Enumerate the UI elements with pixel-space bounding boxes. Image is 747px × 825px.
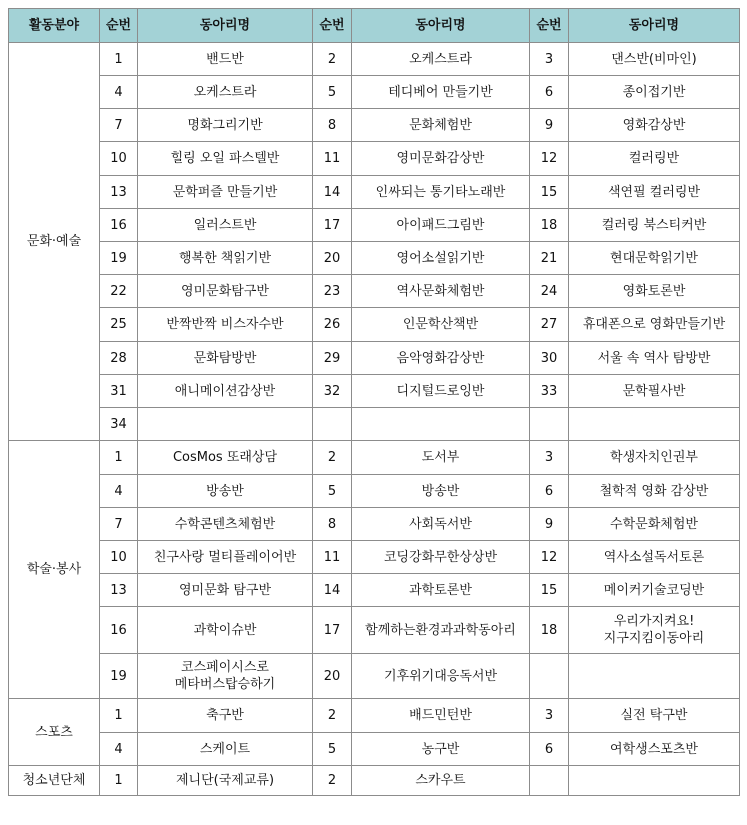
club-name: 메이커기술코딩반: [569, 574, 740, 607]
category-cell: 스포츠: [9, 699, 100, 766]
club-number: 17: [313, 607, 352, 654]
club-number: 6: [530, 733, 569, 766]
club-number: 2: [313, 441, 352, 475]
club-name: 수학콘텐츠체험반: [138, 508, 313, 541]
club-number: 14: [313, 574, 352, 607]
club-number: 20: [313, 242, 352, 275]
club-name: 축구반: [138, 699, 313, 733]
club-name: 디지털드로잉반: [352, 375, 530, 408]
club-number: 18: [530, 209, 569, 242]
club-number: 1: [100, 43, 138, 76]
club-number: 12: [530, 142, 569, 176]
club-number: 4: [100, 76, 138, 109]
club-number: 11: [313, 541, 352, 574]
header-club-3: 동아리명: [569, 9, 740, 43]
club-number: 24: [530, 275, 569, 308]
club-number: 31: [100, 375, 138, 408]
club-name: 서울 속 역사 탐방반: [569, 342, 740, 375]
club-number: 23: [313, 275, 352, 308]
club-name: 농구반: [352, 733, 530, 766]
club-number: 26: [313, 308, 352, 342]
club-name: 행복한 책읽기반: [138, 242, 313, 275]
club-number: 13: [100, 176, 138, 209]
club-name: 영화토론반: [569, 275, 740, 308]
club-name: 방송반: [352, 475, 530, 508]
club-number: 16: [100, 607, 138, 654]
club-number: [313, 408, 352, 441]
club-number: 6: [530, 475, 569, 508]
table-row: [9, 109, 740, 142]
club-number: 7: [100, 109, 138, 142]
club-number: 2: [313, 766, 352, 796]
club-number: 14: [313, 176, 352, 209]
header-row: [9, 9, 740, 43]
club-number: 1: [100, 766, 138, 796]
club-name: 현대문학읽기반: [569, 242, 740, 275]
category-cell: 문화·예술: [9, 43, 100, 441]
club-number: 15: [530, 574, 569, 607]
club-name: 제니단(국제교류): [138, 766, 313, 796]
club-number: 1: [100, 441, 138, 475]
club-name: 일러스트반: [138, 209, 313, 242]
club-name: 코딩강화무한상상반: [352, 541, 530, 574]
club-name: 오케스트라: [138, 76, 313, 109]
club-name: 친구사랑 멀티플레이어반: [138, 541, 313, 574]
club-name: 영미문화감상반: [352, 142, 530, 176]
club-name: 인문학산책반: [352, 308, 530, 342]
club-number: 30: [530, 342, 569, 375]
club-name: 문학필사반: [569, 375, 740, 408]
club-number: 2: [313, 43, 352, 76]
club-name: [138, 408, 313, 441]
club-number: 3: [530, 441, 569, 475]
page: [8, 8, 740, 796]
club-name: 기후위기대응독서반: [352, 654, 530, 699]
table-row: [9, 766, 740, 796]
header-club-2: 동아리명: [352, 9, 530, 43]
club-number: 5: [313, 475, 352, 508]
club-name: 영미문화탐구반: [138, 275, 313, 308]
table-row: [9, 76, 740, 109]
table-row: [9, 441, 740, 475]
club-name: 스카우트: [352, 766, 530, 796]
club-number: 22: [100, 275, 138, 308]
club-name: 오케스트라: [352, 43, 530, 76]
club-number: 13: [100, 574, 138, 607]
club-number: 5: [313, 76, 352, 109]
table-row: [9, 699, 740, 733]
club-number: 8: [313, 508, 352, 541]
club-name: 실전 탁구반: [569, 699, 740, 733]
club-number: 10: [100, 142, 138, 176]
table-row: [9, 375, 740, 408]
club-name: [352, 408, 530, 441]
club-name: 도서부: [352, 441, 530, 475]
club-number: 20: [313, 654, 352, 699]
club-number: 25: [100, 308, 138, 342]
club-name: 철학적 영화 감상반: [569, 475, 740, 508]
club-name: 방송반: [138, 475, 313, 508]
club-name: 사회독서반: [352, 508, 530, 541]
club-number: 3: [530, 43, 569, 76]
category-cell: 학술·봉사: [9, 441, 100, 699]
club-number: 7: [100, 508, 138, 541]
club-name: CosMos 또래상담: [138, 441, 313, 475]
club-number: 34: [100, 408, 138, 441]
table-row: [9, 242, 740, 275]
club-name: 문학퍼즐 만들기반: [138, 176, 313, 209]
table-row: [9, 475, 740, 508]
club-number: 4: [100, 733, 138, 766]
table-row: [9, 176, 740, 209]
club-table: [8, 8, 740, 796]
club-number: 12: [530, 541, 569, 574]
club-name: [569, 654, 740, 699]
club-name: 수학문화체험반: [569, 508, 740, 541]
table-row: [9, 654, 740, 699]
club-number: 3: [530, 699, 569, 733]
table-row: [9, 733, 740, 766]
club-number: 21: [530, 242, 569, 275]
club-name: 영화감상반: [569, 109, 740, 142]
club-name: 인싸되는 통기타노래반: [352, 176, 530, 209]
club-name: 배드민턴반: [352, 699, 530, 733]
club-number: 10: [100, 541, 138, 574]
club-name: 명화그리기반: [138, 109, 313, 142]
club-name: 우리가지켜요! 지구지킴이동아리: [569, 607, 740, 654]
club-name: 스케이트: [138, 733, 313, 766]
club-name: 힐링 오일 파스텔반: [138, 142, 313, 176]
club-number: [530, 408, 569, 441]
table-row: [9, 342, 740, 375]
table-row: [9, 541, 740, 574]
club-name: 반짝반짝 비스자수반: [138, 308, 313, 342]
club-name: 댄스반(비마인): [569, 43, 740, 76]
club-name: 과학토론반: [352, 574, 530, 607]
club-name: 코스페이시스로 메타버스탑승하기: [138, 654, 313, 699]
header-club-1: 동아리명: [138, 9, 313, 43]
club-name: 역사문화체험반: [352, 275, 530, 308]
club-name: 아이패드그림반: [352, 209, 530, 242]
club-name: 컬러링반: [569, 142, 740, 176]
club-name: 휴대폰으로 영화만들기반: [569, 308, 740, 342]
club-number: 17: [313, 209, 352, 242]
club-number: 28: [100, 342, 138, 375]
table-row: [9, 408, 740, 441]
club-number: 4: [100, 475, 138, 508]
club-number: 8: [313, 109, 352, 142]
club-name: 색연필 컬러링반: [569, 176, 740, 209]
club-number: 9: [530, 109, 569, 142]
header-num-3: 순번: [530, 9, 569, 43]
header-num-1: 순번: [100, 9, 138, 43]
club-number: 32: [313, 375, 352, 408]
club-number: 15: [530, 176, 569, 209]
club-name: 함께하는환경과과학동아리: [352, 607, 530, 654]
club-name: [569, 408, 740, 441]
club-number: 33: [530, 375, 569, 408]
club-number: [530, 654, 569, 699]
table-row: [9, 142, 740, 176]
club-name: 종이접기반: [569, 76, 740, 109]
club-name: 과학이슈반: [138, 607, 313, 654]
table-row: [9, 43, 740, 76]
table-row: [9, 607, 740, 654]
club-name: 밴드반: [138, 43, 313, 76]
club-number: 18: [530, 607, 569, 654]
club-number: 16: [100, 209, 138, 242]
header-num-2: 순번: [313, 9, 352, 43]
table-row: [9, 275, 740, 308]
table-row: [9, 209, 740, 242]
club-number: 29: [313, 342, 352, 375]
club-number: 19: [100, 654, 138, 699]
club-name: 문화체험반: [352, 109, 530, 142]
club-number: 2: [313, 699, 352, 733]
club-name: 음악영화감상반: [352, 342, 530, 375]
club-number: 27: [530, 308, 569, 342]
category-cell: 청소년단체: [9, 766, 100, 796]
club-number: 11: [313, 142, 352, 176]
club-name: 여학생스포츠반: [569, 733, 740, 766]
club-name: [569, 766, 740, 796]
club-number: 5: [313, 733, 352, 766]
club-name: 컬러링 북스티커반: [569, 209, 740, 242]
club-name: 역사소설독서토론: [569, 541, 740, 574]
club-number: 6: [530, 76, 569, 109]
club-name: 테디베어 만들기반: [352, 76, 530, 109]
club-name: 학생자치인권부: [569, 441, 740, 475]
club-number: 1: [100, 699, 138, 733]
table-row: [9, 574, 740, 607]
club-name: 영미문화 탐구반: [138, 574, 313, 607]
table-row: [9, 508, 740, 541]
table-row: [9, 308, 740, 342]
club-name: 문화탐방반: [138, 342, 313, 375]
club-name: 애니메이션감상반: [138, 375, 313, 408]
header-field: 활동분야: [9, 9, 100, 43]
club-number: [530, 766, 569, 796]
club-name: 영어소설읽기반: [352, 242, 530, 275]
table-body: [9, 43, 740, 796]
club-number: 19: [100, 242, 138, 275]
club-number: 9: [530, 508, 569, 541]
